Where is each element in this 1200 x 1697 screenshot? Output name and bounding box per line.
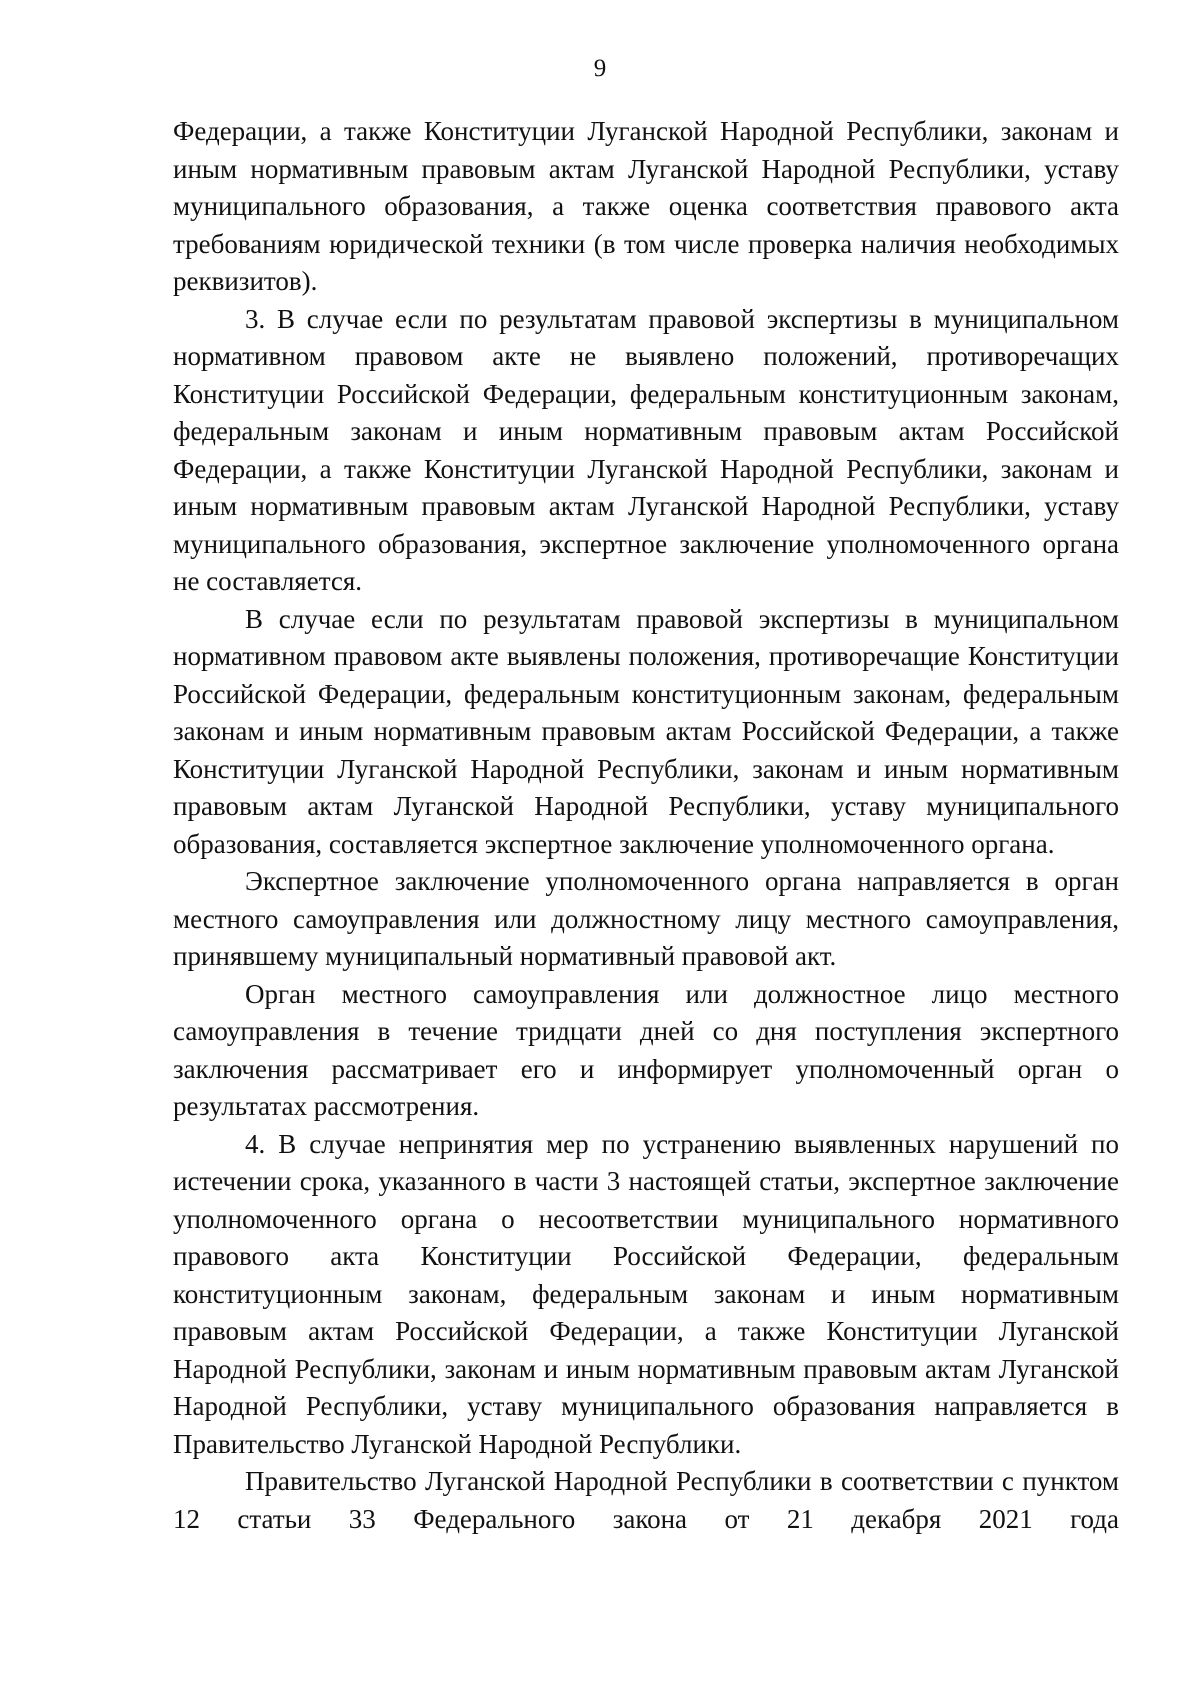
paragraph-violations-found: В случае если по результатам правовой экспертизы в муниципальном нормативном правовом акте выявлены положения, противоречащие Конституции Российской Федерации, федеральным конституционным законам, федеральным законам и иным нормативным правовым актам Российской Федерации, а также Конституции Луганской Народной Республики, законам и иным нормативным правовым актам Луганской Народной Республики, уставу муниципального образования, составляется экспертное заключение уполномоченного органа. (173, 603, 1119, 859)
paragraph-government: Правительство Луганской Народной Республики в соответствии с пунктом 12 статьи 33 Федерального закона от 21 декабря 2021 года (173, 1466, 1119, 1534)
paragraph-continuation: Федерации, а также Конституции Луганской Народной Республики, законам и иным нормативным правовым актам Луганской Народной Республики, уставу муниципального образования, а также оценка соответствия правового акта требованиям юридической техники (в том числе проверка наличия необходимых реквизитов). (173, 116, 1119, 296)
page-number: 9 (593, 55, 607, 82)
paragraph-review-period: Орган местного самоуправления или должностное лицо местного самоуправления в течение тридцати дней со дня поступления экспертного заключения рассматривает его и информирует уполномоченный орган о результатах рассмотрения. (173, 978, 1119, 1121)
paragraph-item-4: 4. В случае непринятия мер по устранению выявленных нарушений по истечении срока, указанного в части 3 настоящей статьи, экспертное заключение уполномоченного органа о несоответствии муниципального нормативного правового акта Конституции Российской Федерации, федеральным конституционным законам, федеральным законам и иным нормативным правовым актам Российской Федерации, а также Конституции Луганской Народной Республики, законам и иным нормативным правовым актам Луганской Народной Республики, уставу муниципального образования направляется в Правительство Луганской Народной Республики. (173, 1128, 1119, 1459)
paragraph-item-3: 3. В случае если по результатам правовой экспертизы в муниципальном нормативном правовом акте не выявлено положений, противоречащих Конституции Российской Федерации, федеральным конституционным законам, федеральным законам и иным нормативным правовым актам Российской Федерации, а также Конституции Луганской Народной Республики, законам и иным нормативным правовым актам Луганской Народной Республики, уставу муниципального образования, экспертное заключение уполномоченного органа не составляется. (173, 303, 1119, 596)
document-body (173, 113, 1119, 1538)
paragraph-conclusion-sent: Экспертное заключение уполномоченного органа направляется в орган местного самоуправления или должностному лицу местного самоуправления, принявшему муниципальный нормативный правовой акт. (173, 866, 1119, 971)
